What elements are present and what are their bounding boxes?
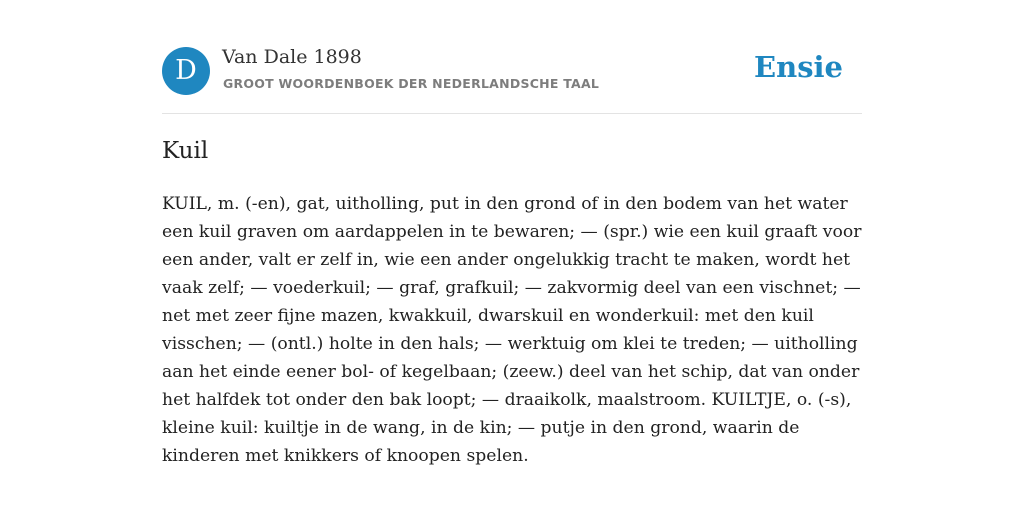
source-title[interactable]: Van Dale 1898 xyxy=(222,46,362,68)
ensie-logo[interactable]: Ensie xyxy=(754,50,843,84)
entry-card xyxy=(162,45,862,466)
header-divider xyxy=(162,113,862,114)
entry-header xyxy=(162,45,862,97)
definition-text: KUIL, m. (-en), gat, uitholling, put in den grond of in den bodem van het water een kuil graven om aardappelen in te bewaren; — (spr.) wie een kuil graaft voor een ander, valt er zelf in, wie een ander ongelukkig tracht te maken, wordt het vaak zelf; — voederkuil; — graf, grafkuil; — zakvormig deel van een vischnet; — net met zeer fijne mazen, kwakkuil, dwarskuil en wonderkuil: met den kuil visschen; — (ontl.) holte in den hals; — werktuig om klei te treden; — uitholling aan het einde eener bol- of kegelbaan; (zeew.) deel van het schip, dat van onder het halfdek tot onder den bak loopt; — draaikolk, maalstroom. KUILTJE, o. (-s), kleine kuil: kuiltje in de wang, in de kin; — putje in den grond, waarin de kinderen met knikkers of knoopen spelen. xyxy=(162,194,862,466)
headword: Kuil xyxy=(162,138,209,164)
source-subtitle: GROOT WOORDENBOEK DER NEDERLANDSCHE TAAL xyxy=(223,76,600,91)
source-avatar[interactable]: D xyxy=(162,47,210,95)
